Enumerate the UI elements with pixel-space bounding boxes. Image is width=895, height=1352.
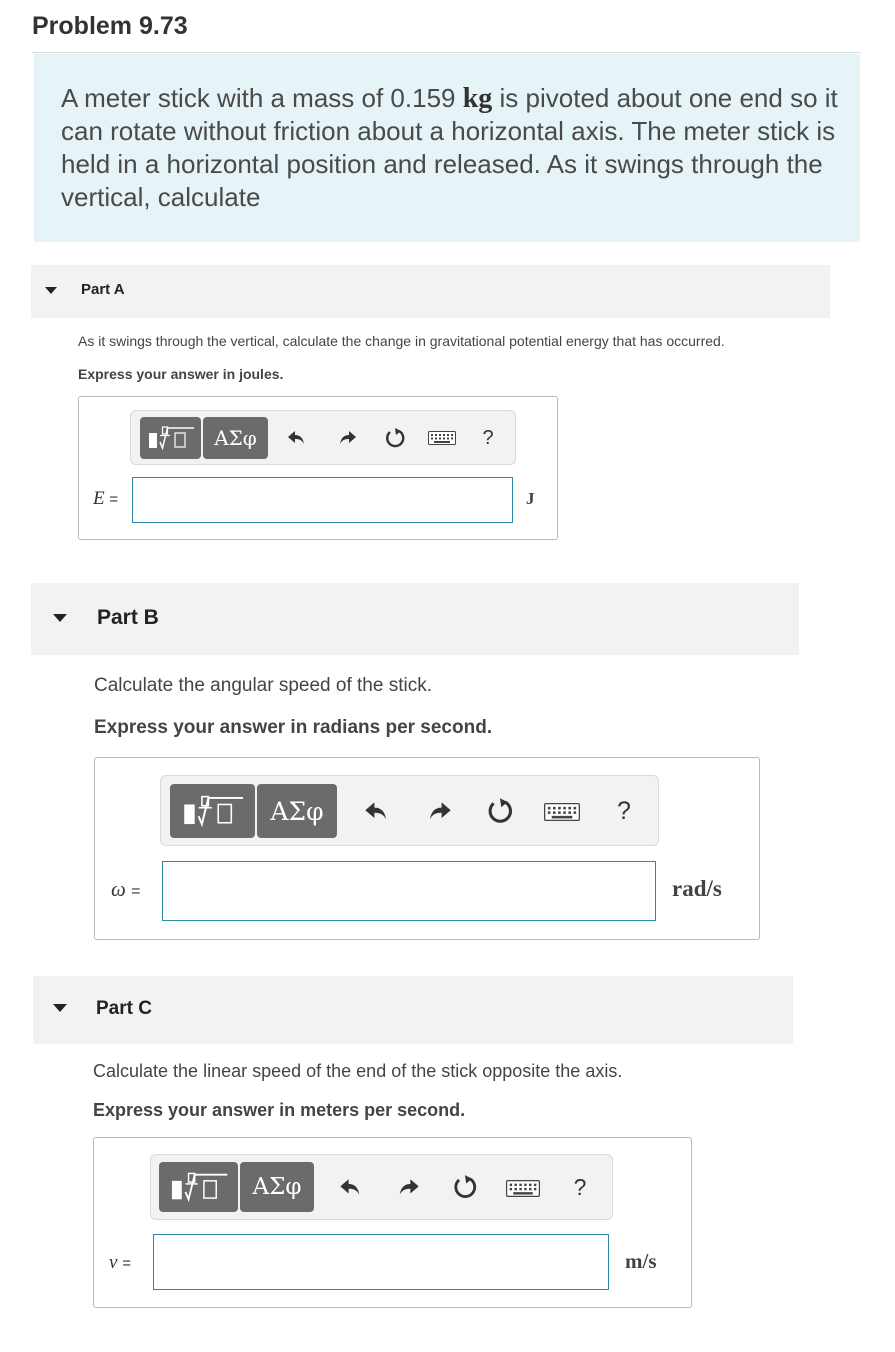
- reset-button[interactable]: [484, 795, 516, 827]
- keyboard-icon: [506, 1180, 540, 1197]
- undo-icon: [287, 430, 307, 446]
- reset-button[interactable]: [450, 1172, 480, 1202]
- part-b-label: Part B: [97, 606, 159, 629]
- part-a-question: As it swings through the vertical, calculate the change in gravitational potential energy that has occurred.: [78, 333, 725, 349]
- templates-button[interactable]: [159, 1162, 238, 1212]
- problem-statement: [61, 82, 846, 214]
- part-a-variable-label: [93, 488, 118, 510]
- part-b-variable: ω: [111, 877, 126, 901]
- redo-button[interactable]: [393, 1172, 423, 1202]
- reset-button[interactable]: [382, 425, 408, 451]
- redo-icon: [337, 430, 357, 446]
- equals-sign: =: [122, 1255, 131, 1272]
- keyboard-icon: [544, 803, 580, 821]
- problem-title: Problem 9.73: [32, 12, 188, 40]
- help-button[interactable]: ?: [617, 796, 631, 825]
- collapse-caret-icon[interactable]: [53, 614, 67, 622]
- part-c-variable-label: [109, 1252, 131, 1274]
- reset-icon: [384, 427, 406, 449]
- part-c-label: Part C: [96, 998, 152, 1019]
- fraction-sqrt-icon: [180, 794, 246, 828]
- reset-icon: [452, 1174, 478, 1200]
- help-button[interactable]: ?: [573, 1173, 587, 1200]
- undo-button[interactable]: [284, 425, 310, 451]
- redo-button[interactable]: [334, 425, 360, 451]
- greek-symbols-button[interactable]: ΑΣφ: [240, 1162, 314, 1212]
- part-a-express-instructions: Express your answer in joules.: [78, 366, 284, 382]
- part-a-unit: J: [526, 489, 535, 508]
- greek-symbols-button[interactable]: ΑΣφ: [203, 417, 268, 459]
- fraction-sqrt-icon: [168, 1171, 230, 1203]
- keyboard-button[interactable]: [505, 1178, 541, 1198]
- part-c-answer-input[interactable]: [153, 1234, 609, 1290]
- greek-symbols-button[interactable]: ΑΣφ: [257, 784, 337, 838]
- undo-icon: [364, 801, 390, 822]
- redo-icon: [396, 1178, 420, 1197]
- part-b-answer-input[interactable]: [162, 861, 656, 921]
- part-a-answer-input[interactable]: [132, 477, 513, 523]
- undo-icon: [339, 1178, 363, 1197]
- redo-icon: [426, 801, 452, 822]
- collapse-caret-icon[interactable]: [53, 1004, 67, 1012]
- part-c-question: Calculate the linear speed of the end of the stick opposite the axis.: [93, 1061, 623, 1081]
- help-button[interactable]: ?: [482, 426, 494, 449]
- collapse-caret-icon[interactable]: [45, 287, 57, 294]
- part-c-express-instructions: Express your answer in meters per second.: [93, 1100, 466, 1120]
- part-b-question: Calculate the angular speed of the stick.: [94, 675, 432, 696]
- templates-button[interactable]: [170, 784, 255, 838]
- title-divider: [32, 52, 861, 53]
- equals-sign: =: [109, 491, 119, 508]
- redo-button[interactable]: [423, 795, 455, 827]
- part-c-variable: v: [109, 1252, 118, 1273]
- part-b-express-instructions: Express your answer in radians per second.: [94, 717, 493, 738]
- undo-button[interactable]: [336, 1172, 366, 1202]
- part-a-label: Part A: [81, 281, 125, 298]
- templates-button[interactable]: [140, 417, 201, 459]
- problem-text-before: A meter stick with a mass of 0.159: [61, 83, 463, 113]
- fraction-sqrt-icon: [146, 425, 196, 451]
- keyboard-icon: [428, 431, 456, 445]
- problem-text-after: is pivoted about one end so it can rotate without friction about a horizontal axis. The meter stick is held in a horizontal position and released. As it swings through the vertical, calculate: [61, 83, 838, 212]
- part-b-unit: rad/s: [672, 876, 722, 901]
- keyboard-button[interactable]: [427, 429, 457, 447]
- part-a-variable: E: [93, 488, 105, 509]
- part-a-header[interactable]: [31, 265, 830, 318]
- equals-sign: =: [131, 883, 141, 900]
- reset-icon: [486, 797, 514, 825]
- keyboard-button[interactable]: [543, 801, 581, 823]
- part-b-variable-label: [111, 877, 140, 902]
- part-c-unit: m/s: [625, 1249, 657, 1273]
- undo-button[interactable]: [361, 795, 393, 827]
- mass-unit: kg: [462, 83, 493, 114]
